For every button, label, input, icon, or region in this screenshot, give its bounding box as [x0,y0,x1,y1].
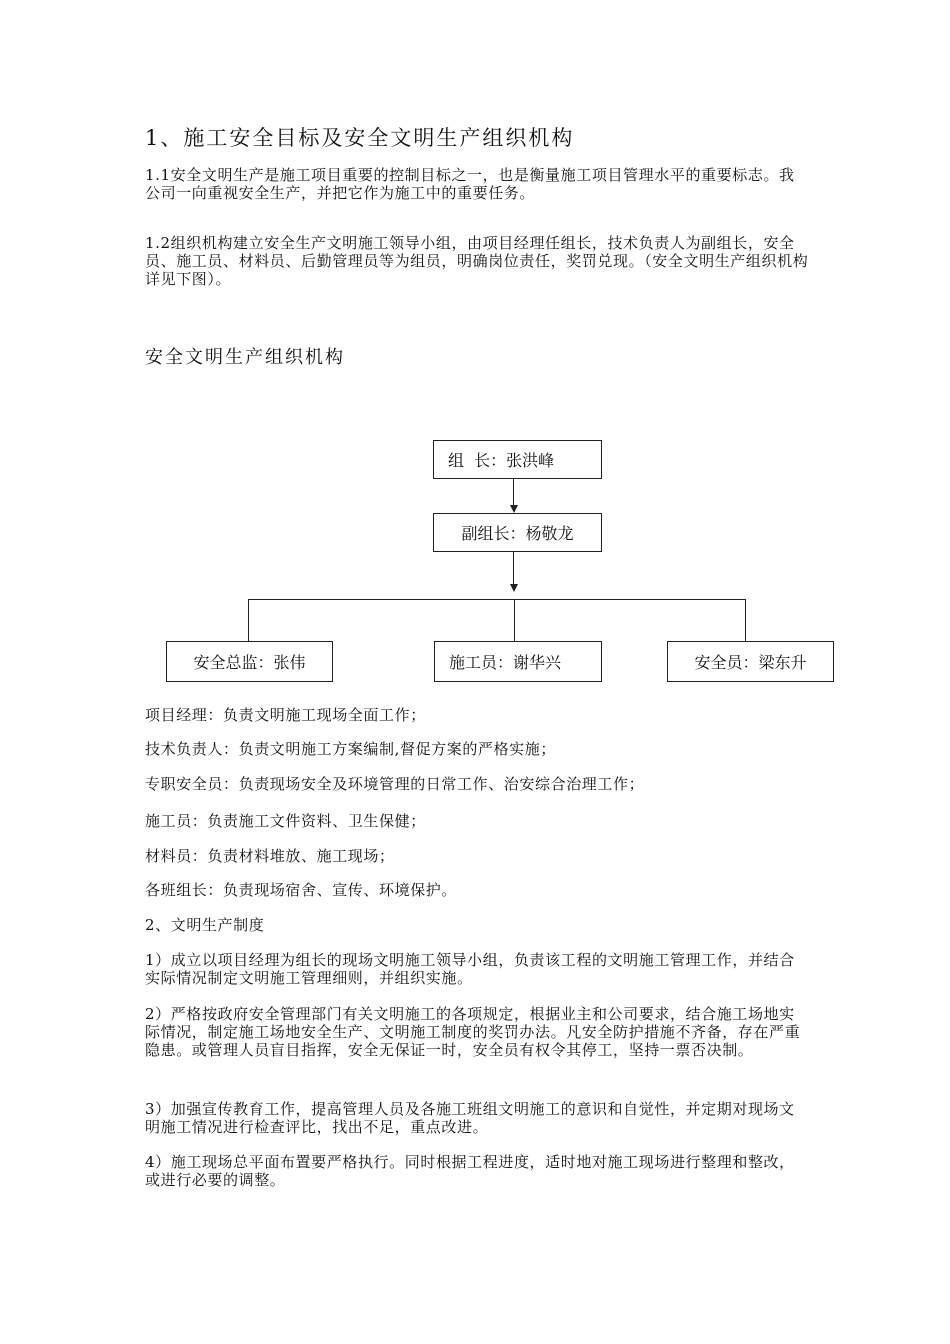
duty-line: 施工员：负责施工文件资料、卫生保健； [145,812,426,830]
org-box-leader [433,440,602,479]
connector-line [514,599,515,641]
connector-line [513,479,514,505]
duty-line: 材料员：负责材料堆放、施工现场； [145,847,395,865]
connector-bus-line [248,599,745,600]
duty-line: 专职安全员：负责现场安全及环境管理的日常工作、治安综合治理工作； [145,775,645,793]
arrow-down-icon [510,584,518,592]
duty-line: 项目经理：负责文明施工现场全面工作； [145,706,426,724]
org-box-member-safety-director [166,641,333,682]
org-member-label: 施工员：谢华兴 [449,653,562,672]
org-box-member-safety-officer [667,641,834,682]
paragraph-1-1: 1.1安全文明生产是施工项目重要的控制目标之一，也是衡量施工项目管理水平的重要标志。我公司一向重视安全生产，并把它作为施工中的重要任务。 [145,166,795,202]
org-leader-label: 组 长：张洪峰 [448,451,555,470]
arrow-down-icon [510,505,518,513]
duty-line: 各班组长：负责现场宿舍、宣传、环境保护。 [145,881,458,899]
rule-item: 4）施工现场总平面布置要严格执行。同时根据工程进度，适时地对施工现场进行整理和整改，或进行必要的调整。 [145,1153,795,1189]
org-member-label: 安全员：梁东升 [694,653,807,672]
connector-line [248,599,249,641]
org-box-deputy [433,513,602,552]
rule-item: 3）加强宣传教育工作，提高管理人员及各施工班组文明施工的意识和自觉性，并定期对现场文明施工情况进行检查评比，找出不足，重点改进。 [145,1100,795,1136]
org-chart-title: 安全文明生产组织机构 [145,347,345,368]
org-member-label: 安全总监：张伟 [193,653,306,672]
connector-line [513,552,514,584]
connector-line [745,599,746,641]
rule-item: 1）成立以项目经理为组长的现场文明施工领导小组，负责该工程的文明施工管理工作，并结合实际情况制定文明施工管理细则，并组织实施。 [145,951,795,987]
rule-item: 2）严格按政府安全管理部门有关文明施工的各项规定，根据业主和公司要求，结合施工场地实际情况，制定施工场地安全生产、文明施工制度的奖罚办法。凡安全防护措施不齐备，存在严重隐患。或管理人员盲目指挥，安全无保证一时，安全员有权令其停工，坚持一票否决制。 [145,1005,801,1059]
paragraph-1-2: 1.2组织机构建立安全生产文明施工领导小组，由项目经理任组长，技术负责人为副组长，安全员、施工员、材料员、后勤管理员等为组员，明确岗位责任，奖罚兑现。（安全文明生产组织机构详见下图）。 [145,234,809,288]
org-deputy-label: 副组长：杨敬龙 [461,524,574,543]
duty-line: 技术负责人：负责文明施工方案编制,督促方案的严格实施； [145,740,556,758]
org-box-member-constructor [434,641,602,682]
section-heading: 1、施工安全目标及安全文明生产组织机构 [145,126,575,150]
section-2-title: 2、文明生产制度 [145,916,265,934]
